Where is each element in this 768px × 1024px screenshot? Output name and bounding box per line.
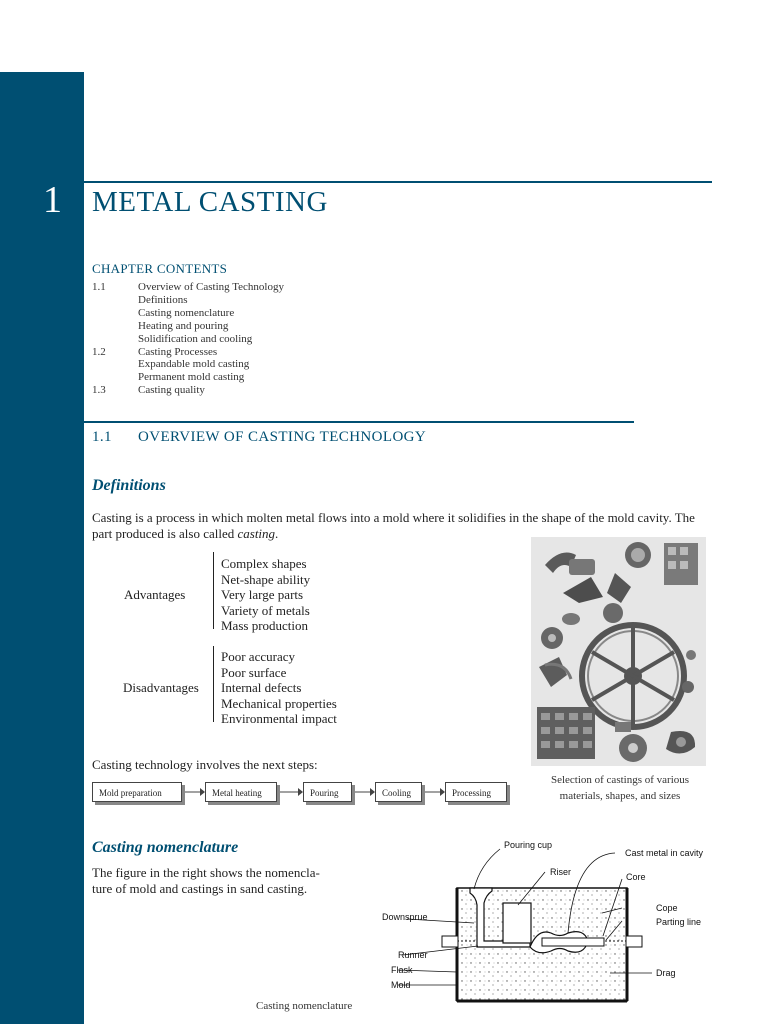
step-processing: Processing xyxy=(445,782,507,802)
list-item: Net-shape ability xyxy=(221,571,311,587)
toc-row[interactable]: Casting nomenclature xyxy=(138,306,235,319)
list-item: Poor surface xyxy=(221,664,287,680)
label-cope: Cope xyxy=(656,903,678,913)
nomenclature-caption: Casting nomenclature xyxy=(256,1000,353,1012)
disadvantages-label: Disadvantages xyxy=(123,680,199,695)
steps-intro: Casting technology involves the next steps: xyxy=(92,757,318,772)
toc-row[interactable]: Solidification and cooling xyxy=(138,332,253,345)
label-runner: Runner xyxy=(398,950,428,960)
label-riser: Riser xyxy=(550,867,572,877)
toc-row[interactable]: Heating and pouring xyxy=(138,319,229,332)
casting-nomenclature-diagram xyxy=(370,835,720,1005)
toc-row[interactable]: Expandable mold casting xyxy=(138,358,250,371)
photo-caption: Selection of castings of various materials, shapes, and sizes xyxy=(550,774,690,802)
label-downsprue: Downsprue xyxy=(382,912,428,922)
toc-row[interactable]: Definitions xyxy=(138,293,188,306)
contents-heading: CHAPTER CONTENTS xyxy=(92,261,228,276)
label-parting-line: Parting line xyxy=(656,917,702,927)
advantages-label: Advantages xyxy=(124,587,186,602)
step-mold-preparation: Mold preparation xyxy=(92,782,182,802)
list-item: Very large parts xyxy=(221,587,304,602)
definitions-heading: Definitions xyxy=(92,477,166,494)
label-cast-metal: Cast metal in cavity xyxy=(625,848,704,858)
toc-row[interactable]: Permanent mold casting xyxy=(138,371,245,384)
label-core: Core xyxy=(626,872,646,882)
label-drag: Drag xyxy=(656,968,676,978)
nomenclature-paragraph: The figure in the right shows the nomencla- ture of mold and castings in sand casting. xyxy=(92,865,320,896)
toc-row[interactable]: 1.2 Casting Processes xyxy=(92,345,218,358)
step-cooling: Cooling xyxy=(375,782,422,802)
label-pouring-cup: Pouring cup xyxy=(504,840,553,850)
list-item: Complex shapes xyxy=(221,556,307,571)
section-heading: 1.1 OVERVIEW OF CASTING TECHNOLOGY xyxy=(92,429,427,445)
nomenclature-heading: Casting nomenclature xyxy=(92,839,239,856)
chapter-number: 1 xyxy=(43,179,62,221)
label-mold: Mold xyxy=(391,980,411,990)
list-item: Environmental impact xyxy=(221,711,337,726)
toc-row[interactable]: 1.3 Casting quality xyxy=(92,384,205,397)
list-item: Mechanical properties xyxy=(221,695,337,711)
definition-paragraph: Casting is a process in which molten metal flows into a mold where it solidifies in the shape of the mold cavity. The part produced is also called casting. xyxy=(92,510,695,541)
list-item: Poor accuracy xyxy=(221,649,295,664)
step-pouring: Pouring xyxy=(303,782,352,802)
list-item: Internal defects xyxy=(221,680,302,695)
list-item: Mass production xyxy=(221,618,309,633)
label-flask: Flask xyxy=(391,965,413,975)
chapter-title: METAL CASTING xyxy=(92,186,328,218)
toc-row[interactable]: 1.1 Overview of Casting Technology xyxy=(92,281,284,293)
list-item: Variety of metals xyxy=(221,602,310,618)
step-metal-heating: Metal heating xyxy=(205,782,277,802)
